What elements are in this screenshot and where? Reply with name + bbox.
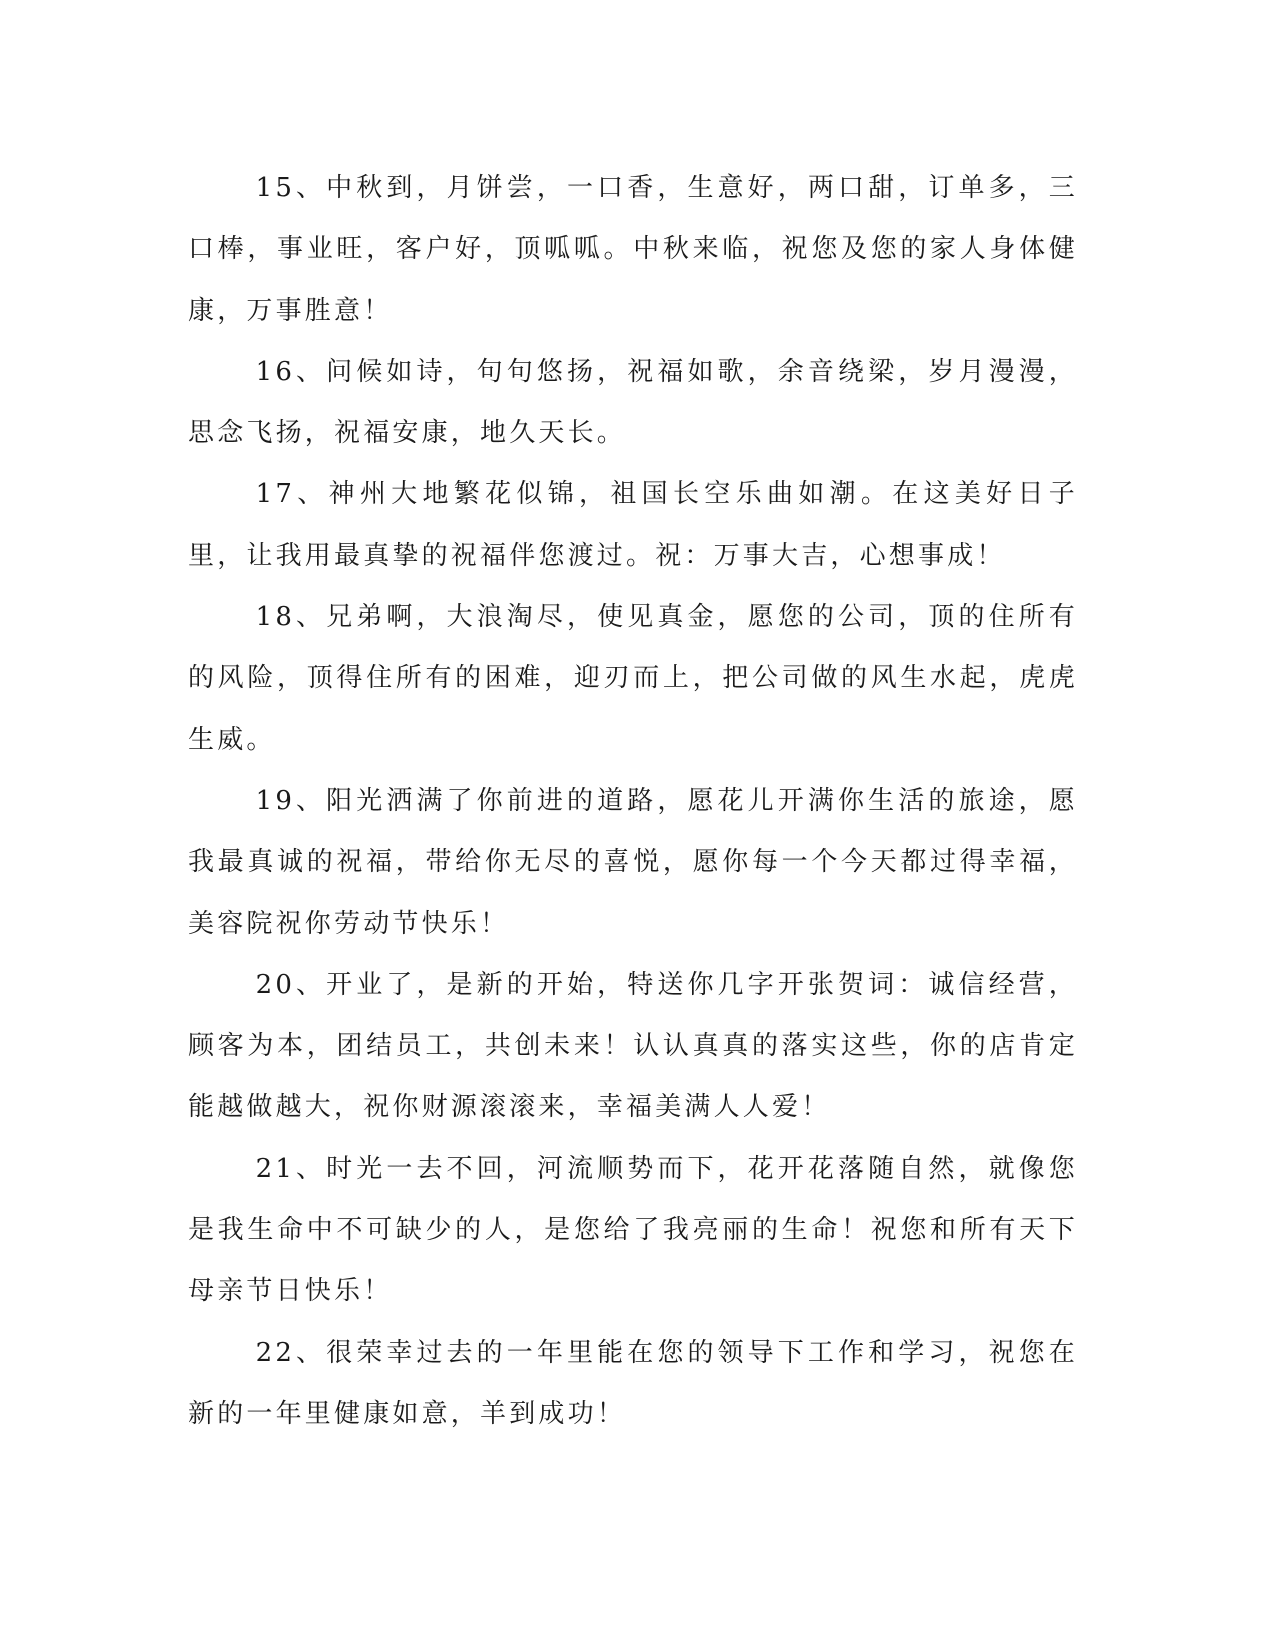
paragraph-19: 19、阳光洒满了你前进的道路，愿花儿开满你生活的旅途，愿我最真诚的祝福，带给你无尽的喜悦，愿你每一个今天都过得幸福，美容院祝你劳动节快乐！ xyxy=(188,785,1078,939)
paragraph-17: 17、神州大地繁花似锦，祖国长空乐曲如潮。在这美好日子里，让我用最真挚的祝福伴您渡过。祝：万事大吉，心想事成！ xyxy=(188,479,1078,571)
paragraph-20: 20、开业了，是新的开始，特送你几字开张贺词：诚信经营，顾客为本，团结员工，共创未来！认认真真的落实这些，你的店肯定能越做越大，祝你财源滚滚来，幸福美满人人爱！ xyxy=(188,969,1078,1123)
paragraph-21: 21、时光一去不回，河流顺势而下，花开花落随自然，就像您是我生命中不可缺少的人，是您给了我亮丽的生命！祝您和所有天下母亲节日快乐！ xyxy=(188,1153,1078,1307)
paragraph-16: 16、问候如诗，句句悠扬，祝福如歌，余音绕梁，岁月漫漫，思念飞扬，祝福安康，地久天长。 xyxy=(188,356,1078,449)
document-body xyxy=(188,158,1078,1445)
paragraph-22: 22、很荣幸过去的一年里能在您的领导下工作和学习，祝您在新的一年里健康如意，羊到成功！ xyxy=(188,1337,1078,1429)
paragraph-15: 15、中秋到，月饼尝，一口香，生意好，两口甜，订单多，三口棒，事业旺，客户好，顶呱呱。中秋来临，祝您及您的家人身体健康，万事胜意！ xyxy=(188,173,1078,326)
paragraph-18: 18、兄弟啊，大浪淘尽，使见真金，愿您的公司，顶的住所有的风险，顶得住所有的困难，迎刃而上，把公司做的风生水起，虎虎生威。 xyxy=(188,602,1078,755)
